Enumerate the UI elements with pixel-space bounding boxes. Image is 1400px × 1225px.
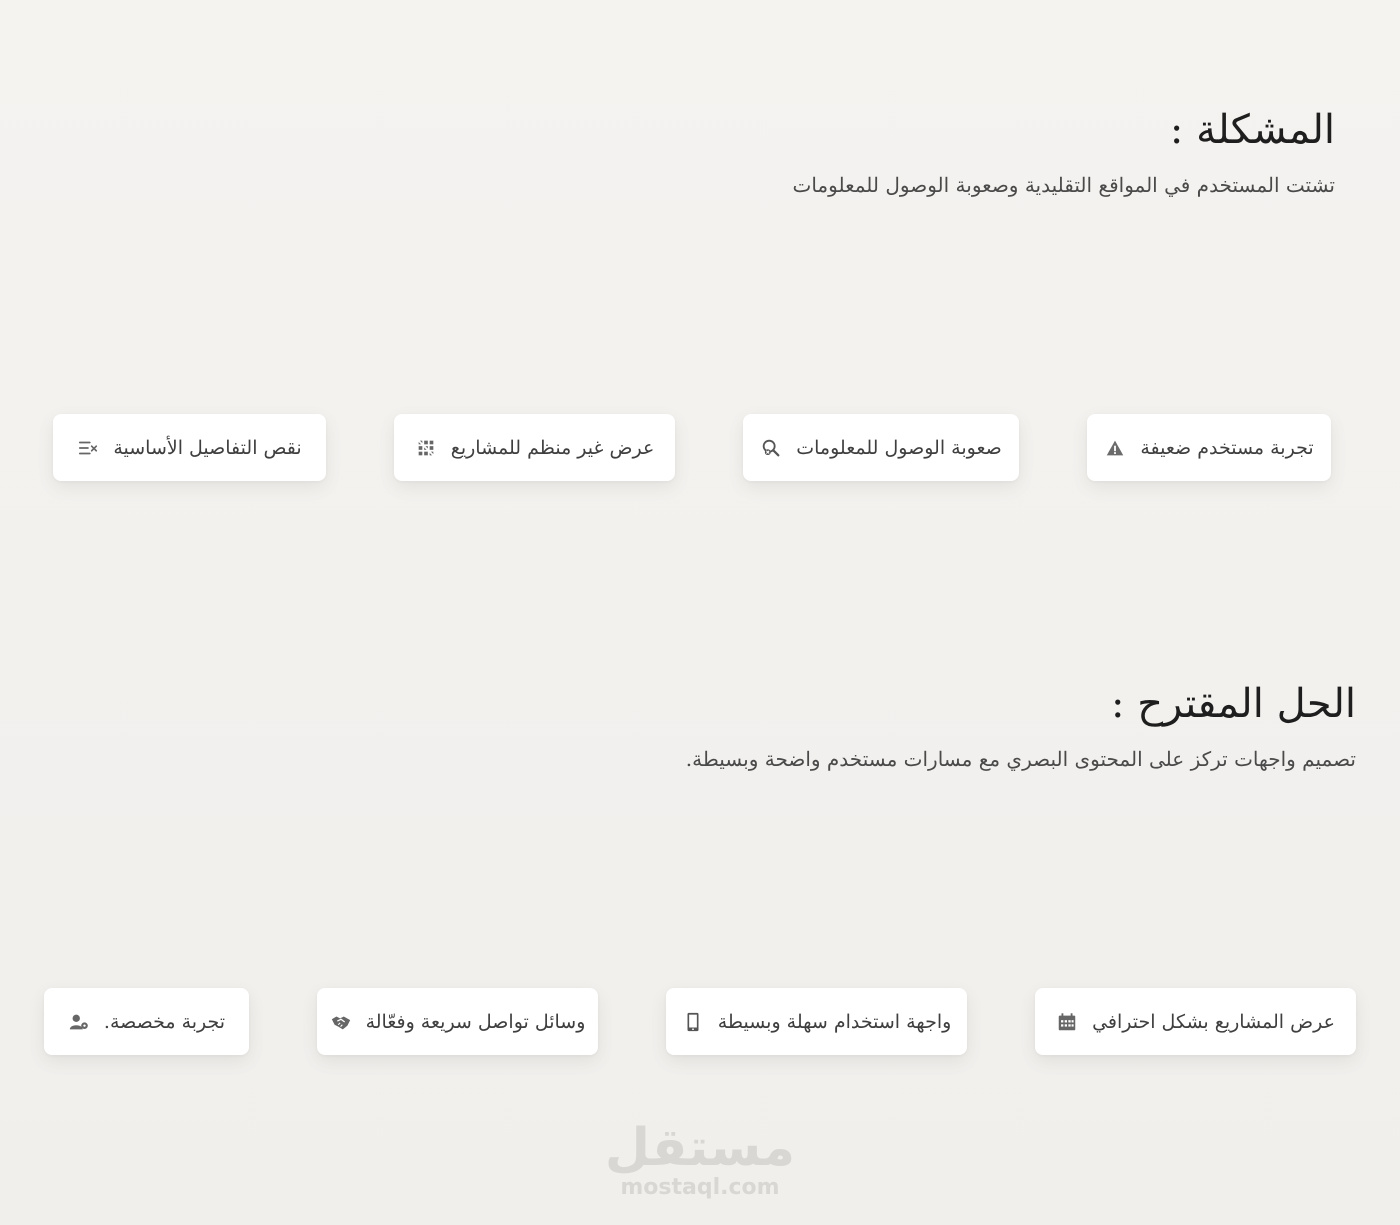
grid-off-icon bbox=[415, 437, 437, 459]
search-off-icon bbox=[760, 437, 782, 459]
solution-card-label: تجربة مخصصة. bbox=[103, 1010, 226, 1033]
user-settings-icon bbox=[68, 1011, 90, 1033]
watermark-arabic: مستقل bbox=[604, 1118, 796, 1178]
problem-section bbox=[0, 0, 1400, 560]
solution-card-label: وسائل تواصل سريعة وفعّالة bbox=[365, 1010, 586, 1033]
solution-card-label: عرض المشاريع بشكل احترافي bbox=[1092, 1010, 1335, 1033]
mobile-icon bbox=[682, 1011, 704, 1033]
solution-card-fast-contact[interactable] bbox=[317, 988, 598, 1055]
solution-description: تصميم واجهات تركز على المحتوى البصري مع مسارات مستخدم واضحة وبسيطة. bbox=[685, 747, 1356, 771]
problem-card-label: تجربة مستخدم ضعيفة bbox=[1140, 436, 1314, 459]
problem-card-missing-details[interactable] bbox=[53, 414, 326, 481]
solution-card-custom-experience[interactable] bbox=[44, 988, 249, 1055]
solution-card-easy-ui[interactable] bbox=[666, 988, 967, 1055]
solution-card-pro-projects[interactable] bbox=[1035, 988, 1356, 1055]
problem-card-label: عرض غير منظم للمشاريع bbox=[450, 436, 655, 459]
problem-title: المشكلة : bbox=[1169, 107, 1335, 153]
problem-card-label: صعوبة الوصول للمعلومات bbox=[796, 436, 1002, 459]
problem-heading bbox=[793, 104, 1336, 200]
watermark-latin: mostaql.com bbox=[620, 1175, 780, 1200]
problem-description: تشتت المستخدم في المواقع التقليدية وصعوبة الوصول للمعلومات bbox=[792, 173, 1335, 197]
problem-card-weak-ux[interactable] bbox=[1087, 414, 1331, 481]
problem-card-unorganized[interactable] bbox=[394, 414, 675, 481]
calendar-grid-icon bbox=[1056, 1011, 1078, 1033]
solution-section bbox=[0, 560, 1400, 1080]
solution-card-label: واجهة استخدام سهلة وبسيطة bbox=[717, 1010, 952, 1033]
mostaql-watermark bbox=[600, 1120, 800, 1200]
warning-icon bbox=[1104, 437, 1126, 459]
problem-card-info-access[interactable] bbox=[743, 414, 1019, 481]
handshake-icon bbox=[330, 1011, 352, 1033]
solution-title: الحل المقترح : bbox=[1111, 681, 1356, 727]
list-remove-icon bbox=[77, 437, 99, 459]
problem-card-label: نقص التفاصيل الأساسية bbox=[113, 436, 302, 459]
solution-heading bbox=[686, 678, 1356, 774]
